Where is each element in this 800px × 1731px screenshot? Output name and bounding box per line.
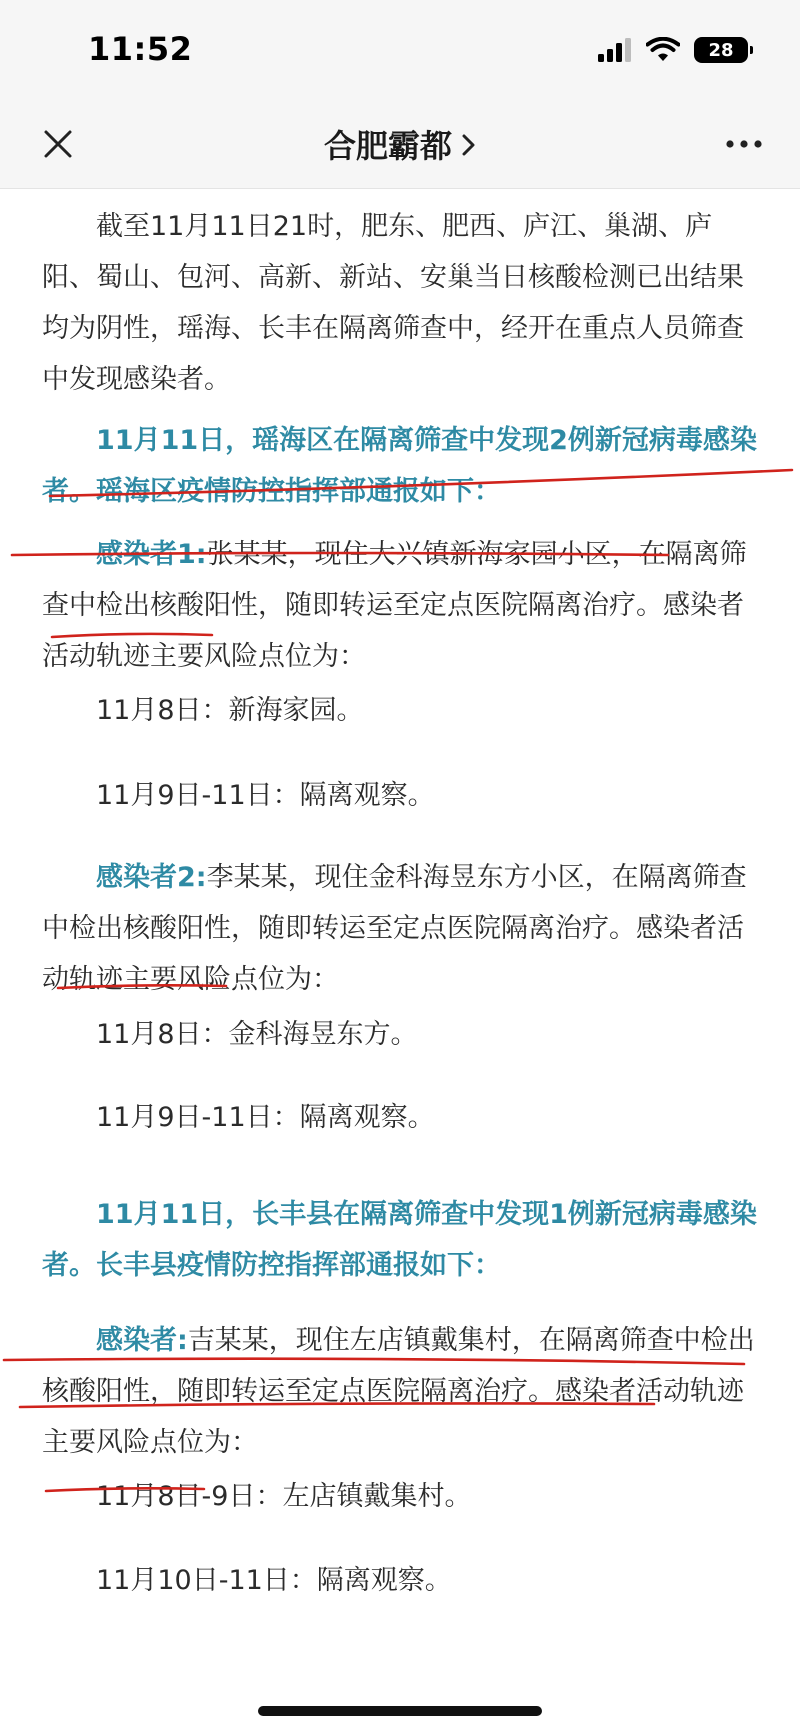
- status-time: 11:52: [88, 30, 193, 68]
- case-paragraph-1: [42, 529, 758, 682]
- more-icon[interactable]: [722, 128, 766, 160]
- article-body: [0, 189, 800, 1731]
- intro-paragraph: 截至11月11日21时，肥东、肥西、庐江、巢湖、庐阳、蜀山、包河、高新、新站、安巢当日核酸检测已出结果均为阴性，瑶海、长丰在隔离筛查中，经开在重点人员筛查中发现感染者。: [42, 211, 744, 395]
- case-paragraph-3: [42, 1315, 758, 1468]
- signal-icon: [598, 38, 632, 62]
- status-icons: [598, 36, 748, 64]
- battery-level: 28: [708, 39, 734, 61]
- account-title-link[interactable]: [0, 100, 800, 188]
- case-text-3: 吉某某，现住左店镇戴集村，在隔离筛查中检出核酸阳性，随即转运至定点医院隔离治疗。感染者活动轨迹主要风险点位为：: [42, 1325, 755, 1458]
- status-bar: [0, 0, 800, 100]
- track-item: 11月8日-9日：左店镇戴集村。: [96, 1481, 472, 1512]
- case-paragraph-2: [42, 852, 758, 1005]
- wifi-icon: [646, 37, 680, 63]
- battery-icon: [694, 37, 748, 63]
- account-title: 合肥霸都: [323, 127, 452, 165]
- track-item: 11月8日：新海家园。: [96, 695, 364, 726]
- home-indicator[interactable]: [258, 1706, 542, 1716]
- case-label-2: 感染者2:: [96, 862, 207, 893]
- section-heading-changfeng: 11月11日，长丰县在隔离筛查中发现1例新冠病毒感染者。长丰县疫情防控指挥部通报如下：: [42, 1199, 757, 1281]
- section-heading-yaohai: 11月11日，瑶海区在隔离筛查中发现2例新冠病毒感染者。瑶海区疫情防控指挥部通报如下：: [42, 425, 757, 507]
- track-item: 11月9日-11日：隔离观察。: [96, 1102, 435, 1133]
- case-text-2: 李某某，现住金科海昱东方小区，在隔离筛查中检出核酸阳性，随即转运至定点医院隔离治疗。感染者活动轨迹主要风险点位为：: [42, 862, 747, 995]
- chevron-right-icon: [462, 133, 476, 157]
- nav-bar: [0, 100, 800, 189]
- track-item: 11月10日-11日：隔离观察。: [96, 1565, 452, 1596]
- case-text-1: 张某某，现住大兴镇新海家园小区，在隔离筛查中检出核酸阳性，随即转运至定点医院隔离治疗。感染者活动轨迹主要风险点位为：: [42, 539, 747, 672]
- case-label-1: 感染者1:: [96, 539, 207, 570]
- case-label-3: 感染者:: [96, 1325, 188, 1356]
- track-item: 11月9日-11日：隔离观察。: [96, 780, 435, 811]
- track-item: 11月8日：金科海昱东方。: [96, 1019, 418, 1050]
